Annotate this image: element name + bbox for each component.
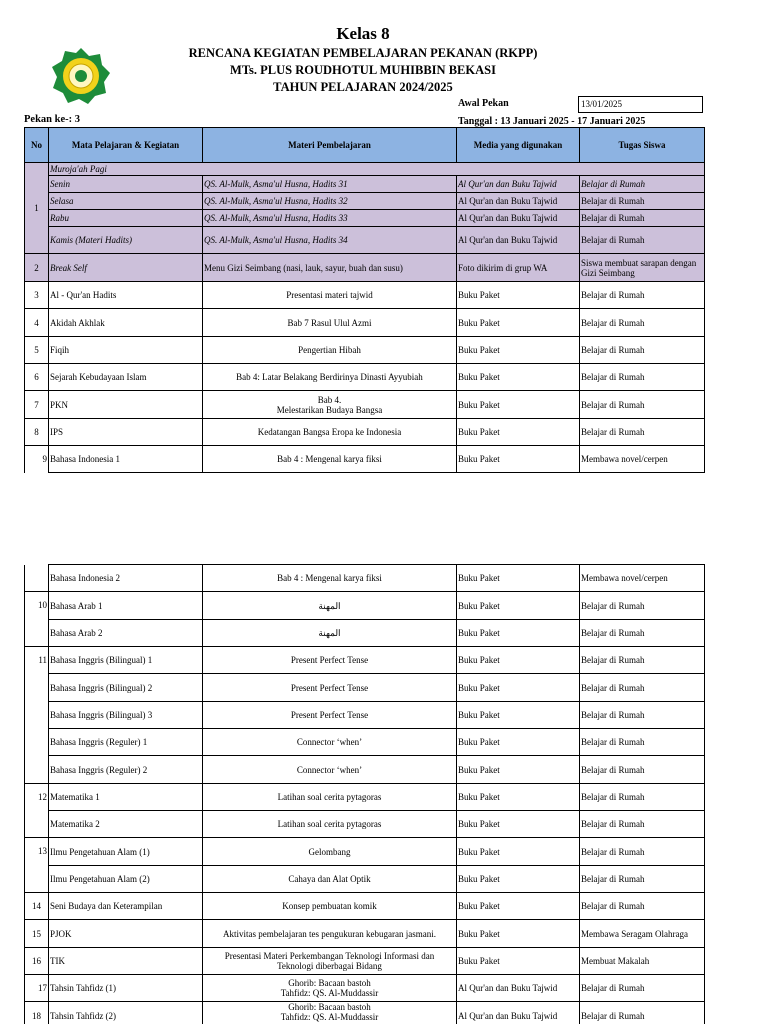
- school-year: TAHUN PELAJARAN 2024/2025: [273, 80, 453, 94]
- material-line-1: Presentasi Materi Perkembangan Teknologi Informasi dan: [224, 951, 435, 961]
- subject: Ilmu Pengetahuan Alam (1): [49, 838, 203, 866]
- task: Membawa novel/cerpen: [580, 565, 705, 592]
- table-row: [25, 592, 705, 620]
- subject: Ilmu Pengetahuan Alam (2): [49, 866, 203, 893]
- subject: Bahasa Inggris (Bilingual) 3: [49, 702, 203, 729]
- subject: PJOK: [49, 920, 203, 948]
- subject: Bahasa Inggris (Bilingual) 1: [49, 647, 203, 674]
- table-row: [25, 866, 705, 893]
- material: Latihan soal cerita pytagoras: [203, 784, 457, 811]
- row-no: 9: [25, 446, 49, 473]
- task: Belajar di Rumah: [580, 838, 705, 866]
- row-no: 16: [25, 948, 49, 975]
- media: Buku Paket: [457, 337, 580, 364]
- table-row: [25, 647, 705, 674]
- task: Belajar di Rumah: [580, 337, 705, 364]
- media: Buku Paket: [457, 364, 580, 391]
- row-no: 17: [25, 975, 49, 1002]
- col-material: Materi Pembelajaran: [203, 128, 457, 163]
- material: Aktivitas pembelajaran tes pengukuran kebugaran jasmani.: [203, 920, 457, 948]
- table-row: [25, 210, 705, 227]
- task: Membawa novel/cerpen: [580, 446, 705, 473]
- material-line-2: Tahfidz: QS. Al-Muddassir: [280, 1012, 379, 1022]
- col-task: Tugas Siswa: [580, 128, 705, 163]
- table-row: [25, 702, 705, 729]
- material: Pengertian Hibah: [203, 337, 457, 364]
- date-range: Tanggal : 13 Januari 2025 - 17 Januari 2025: [458, 116, 646, 127]
- media: Al Qur'an dan Buku Tajwid: [457, 193, 580, 210]
- material-line-2: Melestarikan Budaya Bangsa: [276, 404, 383, 415]
- table-row: [25, 784, 705, 811]
- table-row: [25, 337, 705, 364]
- task: Belajar di Rumah: [580, 674, 705, 702]
- media: Buku Paket: [457, 647, 580, 674]
- material: QS. Al-Mulk, Asma'ul Husna, Hadits 31: [203, 176, 457, 193]
- row-no: 5: [25, 337, 49, 364]
- schedule-table-2: [24, 564, 705, 1024]
- subject: Bahasa Arab 1: [49, 592, 203, 620]
- task: Belajar di Rumah: [580, 592, 705, 620]
- material-line-1: Ghorib: Bacaan bastoh: [288, 978, 371, 988]
- table-row: [25, 1002, 705, 1024]
- subject: Al - Qur'an Hadits: [49, 282, 203, 309]
- media: Buku Paket: [457, 784, 580, 811]
- table-row: [25, 364, 705, 391]
- table-row: [25, 975, 705, 1002]
- task: Belajar di Rumah: [580, 647, 705, 674]
- material: QS. Al-Mulk, Asma'ul Husna, Hadits 32: [203, 193, 457, 210]
- media: Buku Paket: [457, 391, 580, 419]
- task: Belajar di Rumah: [580, 210, 705, 227]
- subject: Break Self: [49, 254, 203, 282]
- media: Buku Paket: [457, 838, 580, 866]
- media: Buku Paket: [457, 702, 580, 729]
- subject: Matematika 2: [49, 811, 203, 838]
- material: [203, 975, 457, 1002]
- material: QS. Al-Mulk, Asma'ul Husna, Hadits 33: [203, 210, 457, 227]
- subject: Fiqih: [49, 337, 203, 364]
- row-no: 13: [25, 838, 49, 893]
- task: Belajar di Rumah: [580, 282, 705, 309]
- media: Al Qur'an dan Buku Tajwid: [457, 210, 580, 227]
- table-row: [25, 756, 705, 784]
- media: Buku Paket: [457, 565, 580, 592]
- subject: Kamis (Materi Hadits): [49, 227, 203, 254]
- subject: Tahsin Tahfidz (1): [49, 975, 203, 1002]
- material: Kedatangan Bangsa Eropa ke Indonesia: [203, 419, 457, 446]
- task: Membawa Seragam Olahraga: [580, 920, 705, 948]
- school-name: MTs. PLUS ROUDHOTUL MUHIBBIN BEKASI: [230, 63, 496, 77]
- subject: Bahasa Indonesia 2: [49, 565, 203, 592]
- material: Connector ‘when’: [203, 756, 457, 784]
- material: Bab 4 : Mengenal karya fiksi: [203, 565, 457, 592]
- table-row: [25, 446, 705, 473]
- page-2: [0, 563, 768, 1024]
- table-row: [25, 920, 705, 948]
- table-row: [25, 282, 705, 309]
- table-row: [25, 176, 705, 193]
- material: QS. Al-Mulk, Asma'ul Husna, Hadits 34: [203, 227, 457, 254]
- table-row: [25, 227, 705, 254]
- table-row: [25, 391, 705, 419]
- material: [203, 1002, 457, 1024]
- row-no: [25, 565, 49, 592]
- media: Al Qur'an dan Buku Tajwid: [457, 1002, 580, 1024]
- task: Belajar di Rumah: [580, 893, 705, 920]
- week-number: Pekan ke-: 3: [24, 114, 80, 125]
- material: المهنة: [203, 620, 457, 647]
- material: Present Perfect Tense: [203, 647, 457, 674]
- material: Present Perfect Tense: [203, 702, 457, 729]
- table-row: [25, 729, 705, 756]
- task: Belajar di Rumah: [580, 975, 705, 1002]
- media: Buku Paket: [457, 282, 580, 309]
- table-row: [25, 838, 705, 866]
- task: Belajar di Rumah: [580, 729, 705, 756]
- material: Bab 7 Rasul Ulul Azmi: [203, 309, 457, 337]
- row-no: 3: [25, 282, 49, 309]
- task: Belajar di Rumah: [580, 419, 705, 446]
- media: Buku Paket: [457, 419, 580, 446]
- subject: Akidah Akhlak: [49, 309, 203, 337]
- material: Latihan soal cerita pytagoras: [203, 811, 457, 838]
- task: Membuat Makalah: [580, 948, 705, 975]
- col-subject: Mata Pelajaran & Kegiatan: [49, 128, 203, 163]
- material-line-1: Ghorib: Bacaan bastoh: [288, 1002, 371, 1012]
- media: Buku Paket: [457, 729, 580, 756]
- material: المهنة: [203, 592, 457, 620]
- task: Belajar di Rumah: [580, 811, 705, 838]
- subject: Bahasa Inggris (Reguler) 2: [49, 756, 203, 784]
- media: Buku Paket: [457, 756, 580, 784]
- table-row: [25, 309, 705, 337]
- subject: Bahasa Indonesia 1: [49, 446, 203, 473]
- material: Konsep pembuatan komik: [203, 893, 457, 920]
- week-start-value: 13/01/2025: [578, 96, 703, 113]
- task: Belajar di Rumah: [580, 756, 705, 784]
- subject: Selasa: [49, 193, 203, 210]
- page-1: [0, 0, 768, 480]
- media: Al Qur'an dan Buku Tajwid: [457, 227, 580, 254]
- row-no: 18: [25, 1002, 49, 1024]
- subject: Seni Budaya dan Keterampilan: [49, 893, 203, 920]
- table-row: [25, 163, 705, 176]
- material: [203, 391, 457, 419]
- media: Buku Paket: [457, 866, 580, 893]
- schedule-table-1: [24, 127, 705, 473]
- material: Connector ‘when’: [203, 729, 457, 756]
- media: Foto dikirim di grup WA: [457, 254, 580, 282]
- table-row: [25, 893, 705, 920]
- table-row: [25, 565, 705, 592]
- material-line-2: Tahfidz: QS. Al-Muddassir: [280, 988, 379, 998]
- row-no: 10: [25, 592, 49, 647]
- row-no: 7: [25, 391, 49, 419]
- row-no: 6: [25, 364, 49, 391]
- week-start-label: Awal Pekan: [458, 98, 509, 109]
- table-row: [25, 620, 705, 647]
- material: Cahaya dan Alat Optik: [203, 866, 457, 893]
- media: Al Qur'an dan Buku Tajwid: [457, 975, 580, 1002]
- subject: Bahasa Arab 2: [49, 620, 203, 647]
- subject: Sejarah Kebudayaan Islam: [49, 364, 203, 391]
- media: Buku Paket: [457, 948, 580, 975]
- col-no: No: [25, 128, 49, 163]
- task: Belajar di Rumah: [580, 309, 705, 337]
- media: Buku Paket: [457, 674, 580, 702]
- task: Belajar di Rumah: [580, 391, 705, 419]
- material-line-1: Bab 4.: [317, 394, 342, 405]
- row-no: 15: [25, 920, 49, 948]
- media: Buku Paket: [457, 309, 580, 337]
- media: Al Qur'an dan Buku Tajwid: [457, 176, 580, 193]
- row-no: 12: [25, 784, 49, 838]
- row-no: 4: [25, 309, 49, 337]
- subject: Matematika 1: [49, 784, 203, 811]
- row-no: 11: [25, 647, 49, 784]
- task: Belajar di Rumah: [580, 364, 705, 391]
- task: Belajar di Rumah: [580, 784, 705, 811]
- table-row: [25, 674, 705, 702]
- table-row: [25, 254, 705, 282]
- material: Menu Gizi Seimbang (nasi, lauk, sayur, buah dan susu): [203, 254, 457, 282]
- material: Bab 4 : Mengenal karya fiksi: [203, 446, 457, 473]
- task: Belajar di Rumah: [580, 227, 705, 254]
- task: Belajar di Rumah: [580, 176, 705, 193]
- subject: Bahasa Inggris (Reguler) 1: [49, 729, 203, 756]
- media: Buku Paket: [457, 446, 580, 473]
- class-title: Kelas 8: [336, 24, 390, 43]
- table-row: [25, 193, 705, 210]
- media: Buku Paket: [457, 620, 580, 647]
- material: Present Perfect Tense: [203, 674, 457, 702]
- material: Presentasi materi tajwid: [203, 282, 457, 309]
- table-row: [25, 948, 705, 975]
- subject: Bahasa Inggris (Bilingual) 2: [49, 674, 203, 702]
- subject: TIK: [49, 948, 203, 975]
- row-no: 1: [25, 163, 49, 254]
- table-row: [25, 419, 705, 446]
- plan-title: RENCANA KEGIATAN PEMBELAJARAN PEKANAN (RKPP): [188, 46, 538, 60]
- col-media: Media yang digunakan: [457, 128, 580, 163]
- task: Belajar di Rumah: [580, 620, 705, 647]
- subject: PKN: [49, 391, 203, 419]
- table-row: [25, 811, 705, 838]
- row-no: 8: [25, 419, 49, 446]
- material-line-2: Teknologi diberbagai Bidang: [277, 961, 382, 971]
- media: Buku Paket: [457, 811, 580, 838]
- subject: IPS: [49, 419, 203, 446]
- subject: Senin: [49, 176, 203, 193]
- media: Buku Paket: [457, 920, 580, 948]
- media: Buku Paket: [457, 893, 580, 920]
- material: Gelombang: [203, 838, 457, 866]
- row-no: 2: [25, 254, 49, 282]
- material: Bab 4: Latar Belakang Berdirinya Dinasti Ayyubiah: [203, 364, 457, 391]
- task: Belajar di Rumah: [580, 193, 705, 210]
- subject: Tahsin Tahfidz (2): [49, 1002, 203, 1024]
- task: Siswa membuat sarapan dengan Gizi Seimbang: [580, 254, 705, 282]
- task: Belajar di Rumah: [580, 702, 705, 729]
- task: Belajar di Rumah: [580, 1002, 705, 1024]
- material: [203, 948, 457, 975]
- task: Belajar di Rumah: [580, 866, 705, 893]
- media: Buku Paket: [457, 592, 580, 620]
- subject: Rabu: [49, 210, 203, 227]
- murojaah-label: Muroja'ah Pagi: [49, 163, 705, 176]
- row-no: 14: [25, 893, 49, 920]
